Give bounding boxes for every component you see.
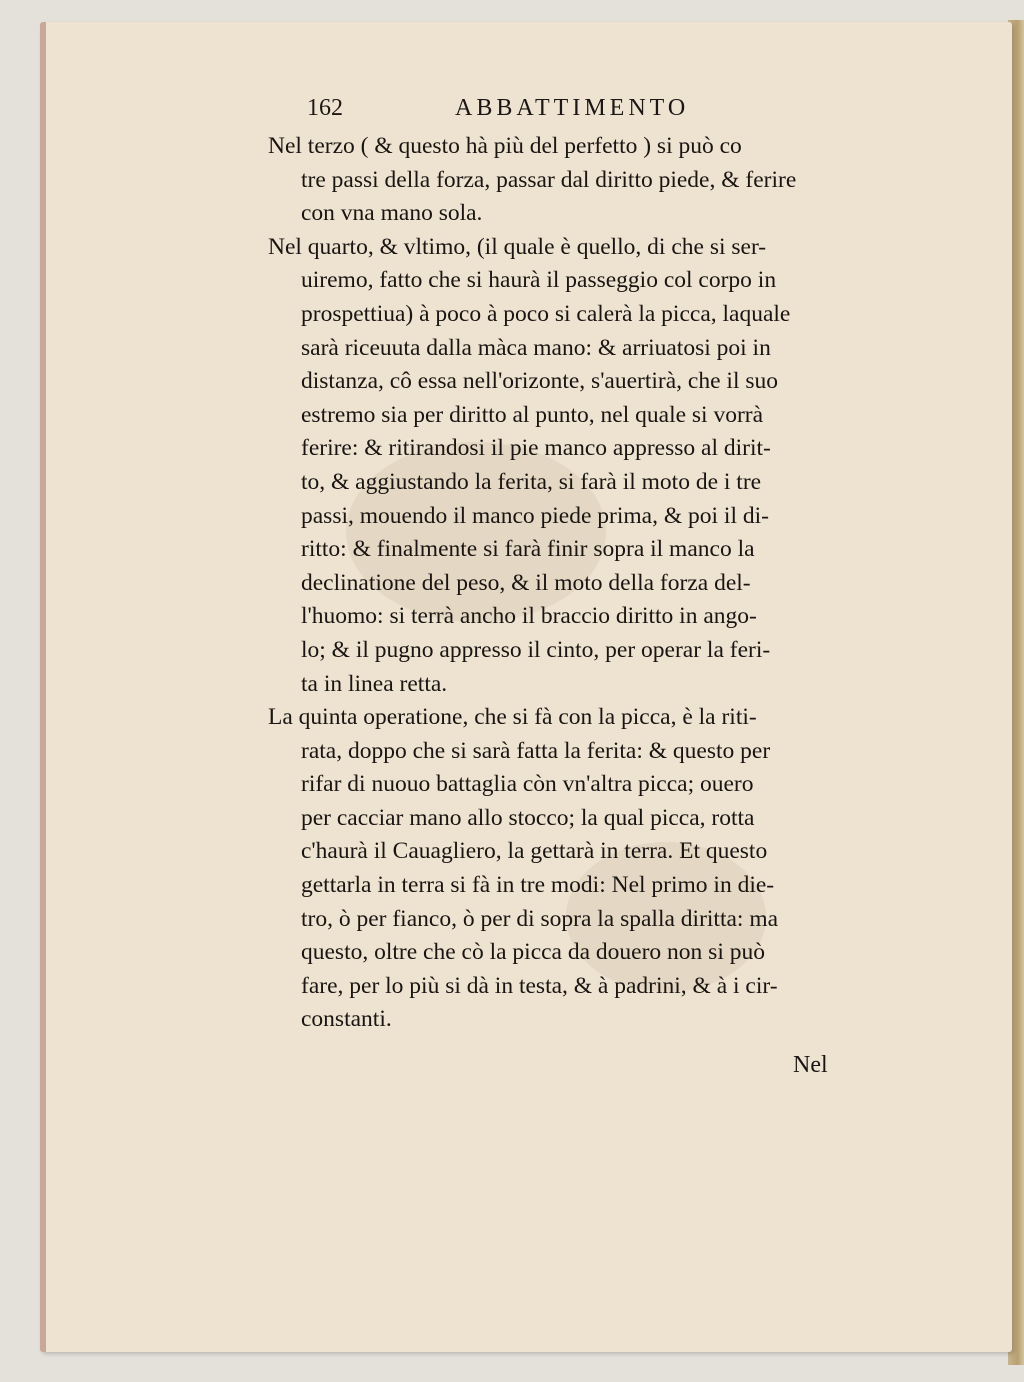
text-line: estremo sia per diritto al punto, nel quale si vorrà [301, 401, 764, 428]
text-line: to, & aggiustando la ferita, si farà il moto de i tre [301, 468, 762, 495]
text-line: ta in linea retta. [301, 670, 448, 697]
text-line: rifar di nuouo battaglia còn vn'altra picca; ouero [301, 771, 754, 798]
text-line: Nel quarto, & vltimo, (il quale è quello, di che si ser- [268, 233, 767, 260]
catchword: Nel [793, 1052, 828, 1078]
text-line: fare, per lo più si dà in testa, & à padrini, & à i cir- [301, 972, 778, 999]
text-line: prospettiua) à poco à poco si calerà la picca, laquale [301, 300, 791, 327]
text-line: per cacciar mano allo stocco; la qual picca, rotta [301, 804, 755, 831]
text-line: Nel terzo ( & questo hà più del perfetto ) si può co [268, 133, 742, 159]
page-number: 162 [307, 95, 343, 121]
paragraph-terzo [268, 130, 886, 231]
body-text [268, 130, 886, 1037]
text-line: distanza, cô essa nell'orizonte, s'auertirà, che il suo [301, 368, 778, 395]
running-head: ABBATTIMENTO [455, 95, 690, 121]
text-line: gettarla in terra si fà in tre modi: Nel primo in die- [301, 872, 775, 899]
text-line: tre passi della forza, passar dal diritto piede, & ferire [301, 166, 797, 193]
text-line: passi, mouendo il manco piede prima, & poi il di- [301, 502, 769, 529]
paragraph-quinta [268, 701, 886, 1037]
text-line: l'huomo: si terrà ancho il braccio diritto in ango- [301, 603, 757, 630]
text-line: declinatione del peso, & il moto della forza del- [301, 569, 751, 596]
text-line: ritto: & finalmente si farà finir sopra il manco la [301, 536, 755, 563]
text-line: La quinta operatione, che si fà con la picca, è la riti- [268, 704, 757, 731]
text-line: lo; & il pugno appresso il cinto, per operar la feri- [301, 636, 771, 663]
text-line: constanti. [301, 1006, 392, 1033]
text-line: rata, doppo che si sarà fatta la ferita: & questo per [301, 737, 771, 764]
text-line: uiremo, fatto che si haurà il passeggio col corpo in [301, 267, 777, 294]
text-line: questo, oltre che cò la picca da douero non si può [301, 939, 765, 966]
text-line: ferire: & ritirandosi il pie manco appresso al dirit- [301, 435, 771, 462]
text-line: sarà riceuuta dalla màca mano: & arriuatosi poi in [301, 334, 771, 361]
text-line: c'haurà il Cauagliero, la gettarà in terra. Et questo [301, 838, 768, 865]
page-header [307, 95, 787, 125]
text-line: con vna mano sola. [301, 200, 483, 227]
paragraph-quarto [268, 231, 886, 701]
text-line: tro, ò per fianco, ò per di sopra la spalla diritta: ma [301, 905, 779, 932]
